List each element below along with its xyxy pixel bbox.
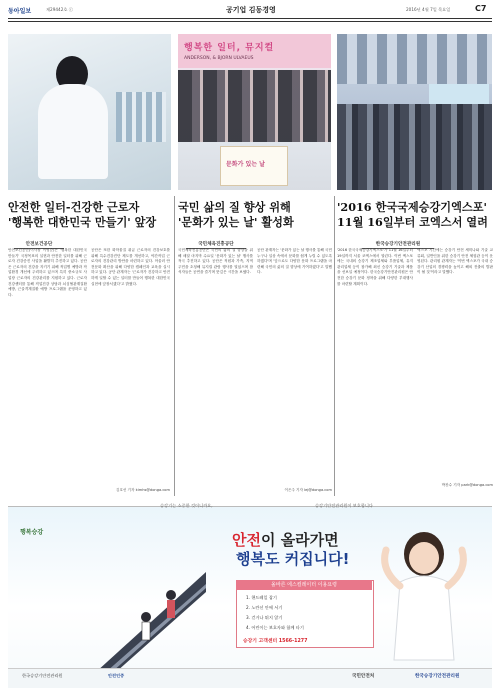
issue-number: 제29442호 ⓒ <box>46 7 73 12</box>
headline-line-1: 국민 삶의 질 향상 위해 <box>178 200 291 214</box>
article-1-body-col-2: 공단은 또한 화학물질 취급 근로자의 건강보호를 위해 특수건강진단 제도를 개선하고, 야간작업 근로자의 건강관리 방안을 마련하고 있다. 아울러 안전문화 확산을 위해 다양한 캠페인과 교육을 실시하고 있다. 공단 관계자는 '근로자가 건강하고 안전하게 일할 수 있는 일터를 만들어 행복한 대한민국 실현에 앞장서겠다'고 밝혔다. <box>91 248 170 286</box>
headline-article-1 <box>8 200 178 230</box>
ad-step: 2. 노란선 안에 서기 <box>246 605 283 610</box>
photo-figure-coat <box>38 84 108 179</box>
photo-sign-text: 문화가 있는 날 <box>226 161 265 168</box>
headline-line-1: '2016 한국국제승강기엑스포' <box>337 200 487 214</box>
publication-date: 2016년 4월 7일 목요일 <box>406 7 451 12</box>
photo-lab-bottles <box>116 92 166 142</box>
header-rule-thin <box>8 21 492 22</box>
page-number: C7 <box>475 4 487 13</box>
ad-footer-agency: 한국승강기안전관리원 <box>415 674 460 679</box>
ad-headline-1 <box>232 529 339 550</box>
photo-banner-subtitle: ANDERSON, & BJORN ULVAEUS <box>184 56 254 61</box>
article-2-body-col-1: 국민체육진흥공단은 국민의 삶의 질 향상을 위해 매달 마지막 수요일 '문화가 있는 날' 행사를 적극 추진하고 있다. 공단은 직원과 가족, 지역 주민을 초청해 뮤지컬 관람 행사를 열었으며 참석자들은 공연을 즐기며 뜻깊은 시간을 보냈다. <box>178 248 253 275</box>
article-3-body-col-2: 엑스포 기간에는 승강기 안전 세미나와 기술 교류회, 일반인을 위한 승강기 안전 체험관 등이 운영된다. 관리원 관계자는 '이번 엑스포가 국내 승강기 산업의 경쟁력을 높이고 해외 진출의 발판이 될 것'이라고 말했다. <box>417 248 493 275</box>
headline-article-2 <box>178 200 338 230</box>
photo-expo-crowd <box>337 104 492 190</box>
photo-musical-event <box>178 34 331 190</box>
ad-campaign-logo: 행복승강 <box>20 529 44 536</box>
ad-footer-badge: 안전인증 <box>108 673 125 678</box>
headline-article-3 <box>337 200 497 230</box>
section-title: 공기업 김동경영 <box>226 6 276 14</box>
page-header <box>8 4 492 18</box>
escalator-illustration <box>96 562 206 672</box>
ad-tagline-left: 승강기는 소중한 것이니까요, <box>160 503 213 508</box>
headline-line-2: '문화가 있는 날' 활성화 <box>178 215 294 229</box>
ad-headline-2: 행복도 커집니다! <box>236 550 350 568</box>
org-label-3: 한국승강기안전관리원 <box>362 241 434 249</box>
org-label-1: 안전보건공단 <box>14 241 64 249</box>
column-divider <box>174 196 175 496</box>
photo-banner-title: 행복한 일터, 뮤지컬 <box>184 43 275 53</box>
headline-line-1: 안전한 일터-건강한 근로자 <box>8 200 140 214</box>
photo-group-people <box>178 70 331 142</box>
photo-expo-ceiling <box>337 34 492 84</box>
ad-step: 4. 어린이는 보호자와 함께 타기 <box>246 625 304 630</box>
article-2-body-col-2: 공단 관계자는 '문화가 있는 날 행사를 통해 국민 누구나 일상 속에서 문화를 쉽게 누릴 수 있도록 하겠다'며 '앞으로도 다양한 문화 프로그램을 마련해 국민의 삶의 질 향상에 기여하겠다'고 말했다. <box>257 248 332 275</box>
byline-1: 김호선 기자 kimhs@donga.com <box>115 488 170 492</box>
column-divider <box>334 196 335 496</box>
photo-expo-hall <box>337 34 492 190</box>
ad-tagline-right: 승강기안전관리원이 보호합니다 <box>315 503 373 508</box>
headline-line-2: '행복한 대한민국 만들기' 앞장 <box>8 215 157 229</box>
header-rule <box>8 18 492 19</box>
photo-lab-worker <box>8 34 171 190</box>
ad-instruction-title: 올바른 에스컬레이터 이용요령 <box>236 580 372 590</box>
newspaper-logo: 동아일보 <box>8 8 32 15</box>
article-1-body-col-1: 안전보건공단(이사장 이영순)은 '행복한 대한민국 만들기' 국정목표의 실현과 안전한 일터를 위해 근로자 건강증진 사업을 활발히 추진하고 있다. 공단은 근로자의 건강을 지키기 위해 직업병 예방과 작업환경 개선에 주력하고 있으며 특히 중소규모 사업장 근로자의 건강관리를 지원하고 있다. 근로자 건강센터를 통해 직업건강 상담과 뇌심혈관계질환 예방, 근골격계질환 예방 프로그램을 운영하고 있다. <box>8 248 87 297</box>
article-3-body-col-1: '2016 한국국제승강기엑스포'가 11월 16일부터 19일까지 서울 코엑스에서 열린다. 이번 엑스포에는 국내외 승강기 제조업체와 부품업체, 유지관리업체 등이 참가해 최신 승강기 기술과 제품을 선보일 예정이다. 한국승강기안전관리원은 안전한 승강기 문화 정착을 위해 다양한 부대행사를 마련할 계획이다. <box>337 248 413 286</box>
ad-footer-ministry: 국민안전처 <box>352 674 375 679</box>
ad-headline-1-rest: 이 올라가면 <box>260 531 339 549</box>
org-label-2: 국민체육진흥공단 <box>186 241 246 249</box>
ad-phone-number: 승강기 고객센터 1566-1277 <box>243 639 308 644</box>
byline-3: 박찬수 기자 park@donga.com <box>441 483 493 487</box>
child-illustration <box>370 520 478 670</box>
byline-2: 이은주 기자 lej@donga.com <box>284 488 332 492</box>
headline-line-2: 11월 16일부터 코엑스서 열려 <box>337 215 488 229</box>
ad-footer-org: 한국승강기안전관리원 <box>22 673 63 678</box>
ad-step: 3. 걷거나 뛰지 않기 <box>246 615 283 620</box>
ad-headline-red-word: 안전 <box>232 531 261 549</box>
ad-step: 1. 핸드레일 잡기 <box>246 595 277 600</box>
